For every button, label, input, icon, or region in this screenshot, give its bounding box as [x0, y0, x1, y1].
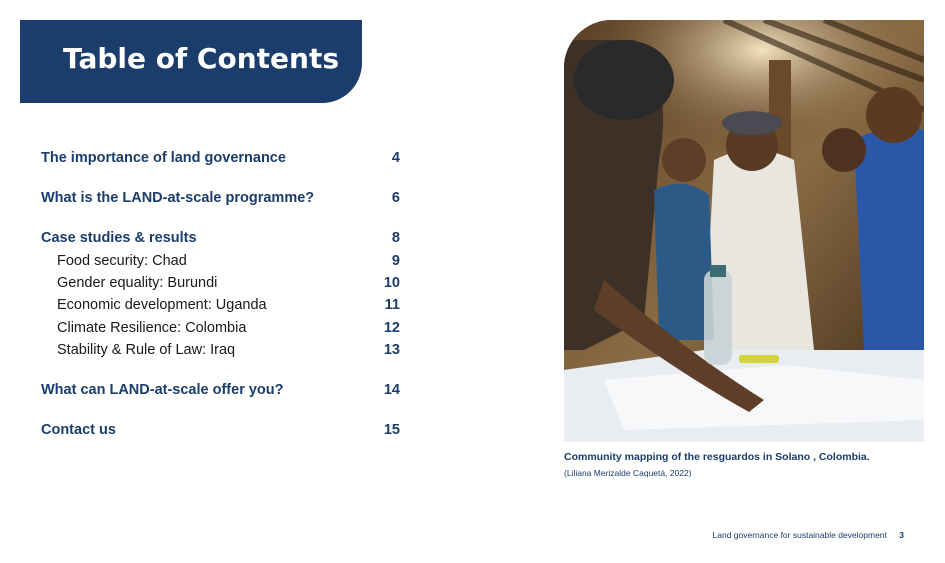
- toc-entry-label: The importance of land governance: [41, 150, 286, 166]
- page-title: Table of Contents: [63, 42, 340, 75]
- toc-entry-page: 10: [383, 275, 400, 291]
- toc-entry-label: Contact us: [41, 422, 116, 438]
- toc-entry-page: 15: [383, 422, 400, 438]
- page-footer: [713, 530, 904, 540]
- toc-entry-page: 11: [384, 297, 400, 313]
- photo-credit: (Liliana Merizalde Caquetá, 2022): [564, 468, 692, 478]
- toc-entry-label: Gender equality: Burundi: [57, 275, 218, 291]
- toc-entry-label: Case studies & results: [41, 230, 197, 246]
- toc-entry-case-studies[interactable]: [41, 230, 400, 252]
- toc-entry-page: 12: [383, 320, 400, 336]
- toc-entry-label: What is the LAND-at-scale programme?: [41, 190, 315, 206]
- community-mapping-photo: [564, 20, 924, 442]
- toc-entry-burundi[interactable]: [41, 275, 400, 297]
- toc-entry-contact[interactable]: [41, 422, 400, 444]
- photo-caption: [564, 451, 924, 478]
- toc-entry-label: Climate Resilience: Colombia: [57, 320, 247, 336]
- toc-entry-label: What can LAND-at-scale offer you?: [41, 382, 284, 398]
- page-number: 3: [899, 530, 904, 540]
- caption-text: Community mapping of the resguardos in Solano , Colombia.: [564, 451, 870, 463]
- toc-entry-programme[interactable]: [41, 190, 400, 212]
- footer-text: Land governance for sustainable development: [712, 530, 887, 540]
- toc-entry-offer[interactable]: [41, 382, 400, 404]
- toc-entry-label: Stability & Rule of Law: Iraq: [57, 342, 236, 358]
- toc-entry-label: Economic development: Uganda: [57, 297, 267, 313]
- toc-entry-label: Food security: Chad: [57, 253, 187, 269]
- toc-entry-page: 13: [383, 342, 400, 358]
- photo-illustration: [564, 20, 924, 442]
- toc-entry-page: 4: [391, 150, 400, 166]
- toc-entry-page: 8: [391, 230, 400, 246]
- toc-entry-uganda[interactable]: [41, 297, 400, 319]
- title-banner: [20, 20, 362, 103]
- toc-entry-page: 6: [391, 190, 400, 206]
- toc-entry-chad[interactable]: [41, 253, 400, 275]
- toc-entry-land-governance[interactable]: [41, 150, 400, 172]
- toc-entry-page: 9: [391, 253, 400, 269]
- toc-entry-iraq[interactable]: [41, 342, 400, 364]
- toc-entry-colombia[interactable]: [41, 320, 400, 342]
- toc-entry-page: 14: [383, 382, 400, 398]
